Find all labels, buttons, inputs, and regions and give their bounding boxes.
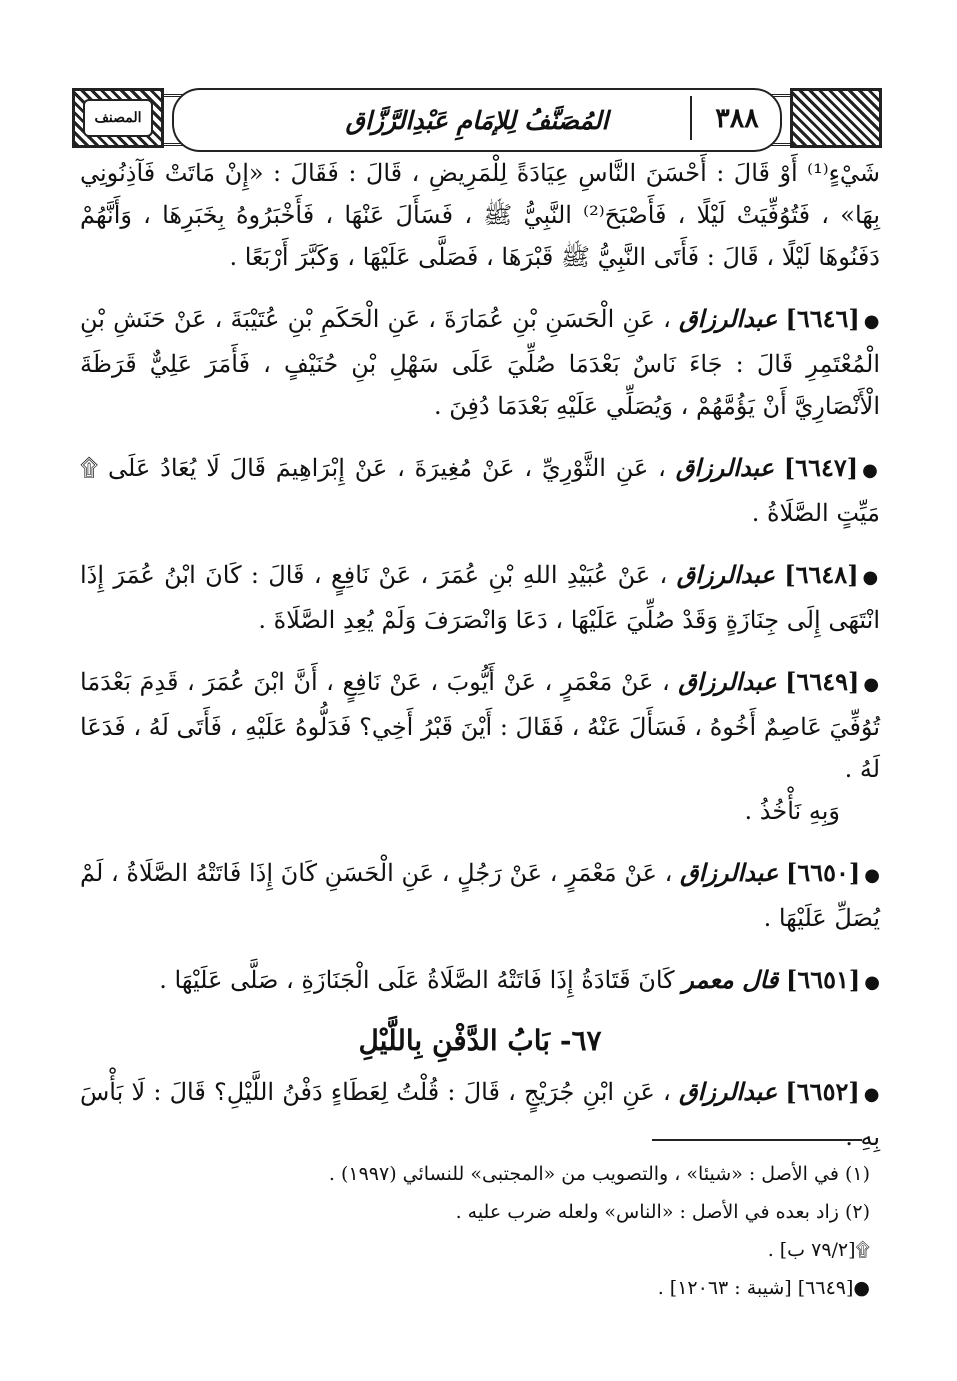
narrator-lead: عبدالرزاق <box>675 453 774 482</box>
narrator-lead: قال معمر <box>682 965 779 994</box>
hadith-text: ، عَنِ ابْنِ جُرَيْجٍ ، قَالَ : قُلْتُ لِعَطَاءٍ دَفْنُ اللَّيْلِ؟ قَالَ : لَا بَأْسَ بِهِ . <box>80 1078 880 1151</box>
header-separator <box>690 96 692 140</box>
hadith-number: [٦٦٥٢] <box>785 1077 860 1106</box>
hadith-6648 <box>80 554 880 641</box>
hadith-text: ، عَنِ الثَّوْرِيِّ ، عَنْ مُغِيرَةَ ، عَنْ إِبْرَاهِيمَ قَالَ لَا يُعَادُ عَلَى ۩ مَيِّتٍ الصَّلَاةُ . <box>80 454 880 527</box>
hadith-number: [٦٦٤٨] <box>784 560 859 589</box>
page-header <box>72 88 882 148</box>
bullet-icon: ● <box>864 865 880 886</box>
footnote-cross-ref: ●[٦٦٤٩] [شيبة : ١٢٠٦٣] . <box>657 1277 870 1299</box>
footnote-manuscript-ref: ۩[٧٩/٢ ب] . <box>767 1239 870 1261</box>
footnote-1: (١) في الأصل : «شيئا» ، والتصويب من «المجتبى» للنسائي (١٩٩٧) . <box>328 1163 870 1185</box>
footnotes <box>80 1155 870 1307</box>
footnote-divider <box>652 1139 862 1141</box>
book-title: المُصَنَّفُ لِلإمَامِ عَبْدِالرَّزَّاق <box>345 105 609 135</box>
chapter-heading: ٦٧- بَابُ الدَّفْنِ بِاللَّيْلِ <box>358 1024 602 1057</box>
narrator-lead: عبدالرزاق <box>678 1077 778 1106</box>
header-ornament-right <box>790 88 882 148</box>
hadith-6649 <box>80 661 880 832</box>
bullet-icon: ● <box>864 972 880 993</box>
hadith-text: كَانَ قَتَادَةُ إِذَا فَاتَتْهُ الصَّلَاةُ عَلَى الْجَنَازَةِ ، صَلَّى عَلَيْهَا . <box>159 966 675 994</box>
hadith-text: ، عَنْ عُبَيْدِ اللهِ بْنِ عُمَرَ ، عَنْ نَافِعٍ ، قَالَ : كَانَ ابْنُ عُمَرَ إِذَا انْتَهَى إِلَى جِنَازَةٍ وَقَدْ صُلِّيَ عَلَيْهَا ، دَعَا وَانْصَرَفَ وَلَمْ يُعِدِ الصَّلَاةَ . <box>80 561 880 634</box>
hadith-number: [٦٦٤٧] <box>783 453 859 482</box>
bullet-icon: ● <box>863 1084 880 1105</box>
narrator-lead: عبدالرزاق <box>680 858 779 887</box>
bullet-icon: ● <box>863 674 880 695</box>
hadith-text: ، عَنِ الْحَسَنِ بْنِ عُمَارَةَ ، عَنِ الْحَكَمِ بْنِ عُتَيْبَةَ ، عَنْ حَنَشِ بْنِ الْمُعْتَمِرِ قَالَ : جَاءَ نَاسٌ بَعْدَمَا صُلِّيَ عَلَى سَهْلِ بْنِ حُنَيْفٍ ، فَأَمَرَ عَلِيٌّ قَرَظَةَ الْأَنْصَارِيَّ أَنْ يَؤُمَّهُمْ ، وَيُصَلِّي عَلَيْهِ بَعْدَمَا دُفِنَ . <box>80 305 880 420</box>
footnote-2: (٢) زاد بعده في الأصل : «الناس» ولعله ضرب عليه . <box>455 1201 870 1223</box>
hadith-6650 <box>80 852 880 939</box>
header-ornament-left <box>72 88 164 148</box>
bullet-icon: ● <box>862 567 880 588</box>
page-body <box>80 152 880 1178</box>
hadith-6646 <box>80 298 880 427</box>
hadith-number: [٦٦٤٩] <box>785 667 860 696</box>
ornament-badge: المصنف <box>83 99 153 137</box>
paragraph-text: شَيْءٍ⁽¹⁾ أَوْ قَالَ : أَحْسَنَ النَّاسِ عِيَادَةً لِلْمَرِيضِ ، قَالَ : فَقَالَ : «إِنْ مَاتَتْ فَآذِنُونِي بِهَا» ، فَتُوُفِّيَتْ لَيْلًا ، فَأَصْبَحَ⁽²⁾ النَّبِيُّ ﷺ ، فَسَأَلَ عَنْهَا ، فَأَخْبَرُوهُ بِخَبَرِهَا ، وَأَنَّهُمْ دَفَنُوهَا لَيْلًا ، قَالَ : فَأَتَى النَّبِيُّ ﷺ قَبْرَهَا ، فَصَلَّى عَلَيْهَا ، وَكَبَّرَ أَرْبَعًا . <box>80 159 880 271</box>
hadith-number: [٦٦٥٠] <box>785 858 861 887</box>
paragraph-continuation <box>80 152 880 278</box>
bullet-icon: ● <box>863 311 880 332</box>
hadith-text: ، عَنْ مَعْمَرٍ ، عَنْ أَيُّوبَ ، عَنْ نَافِعٍ ، أَنَّ ابْنَ عُمَرَ ، قَدِمَ بَعْدَمَا تُوُفِّيَ عَاصِمٌ أَخُوهُ ، فَسَأَلَ عَنْهُ ، فَقَالَ : أَيْنَ قَبْرُ أَخِي؟ فَدَلُّوهُ عَلَيْهِ ، فَأَتَى لَهُ ، فَدَعَا لَهُ . <box>80 668 881 783</box>
hadith-comment: وَبِهِ نَأْخُذُ . <box>744 797 840 825</box>
narrator-lead: عبدالرزاق <box>676 560 775 589</box>
hadith-6652 <box>80 1071 880 1158</box>
hadith-number: [٦٦٤٦] <box>785 304 860 333</box>
narrator-lead: عبدالرزاق <box>679 304 778 333</box>
page-number: ٣٨٨ <box>715 102 759 134</box>
narrator-lead: عبدالرزاق <box>678 667 777 696</box>
hadith-6651 <box>80 959 880 1004</box>
hadith-text: ، عَنْ مَعْمَرٍ ، عَنْ رَجُلٍ ، عَنِ الْحَسَنِ كَانَ إِذَا فَاتَتْهُ الصَّلَاةُ ، لَمْ يُصَلِّ عَلَيْهَا . <box>80 859 880 932</box>
hadith-6647 <box>80 447 880 534</box>
hadith-number: [٦٦٥١] <box>786 965 861 994</box>
bullet-icon: ● <box>862 460 880 481</box>
